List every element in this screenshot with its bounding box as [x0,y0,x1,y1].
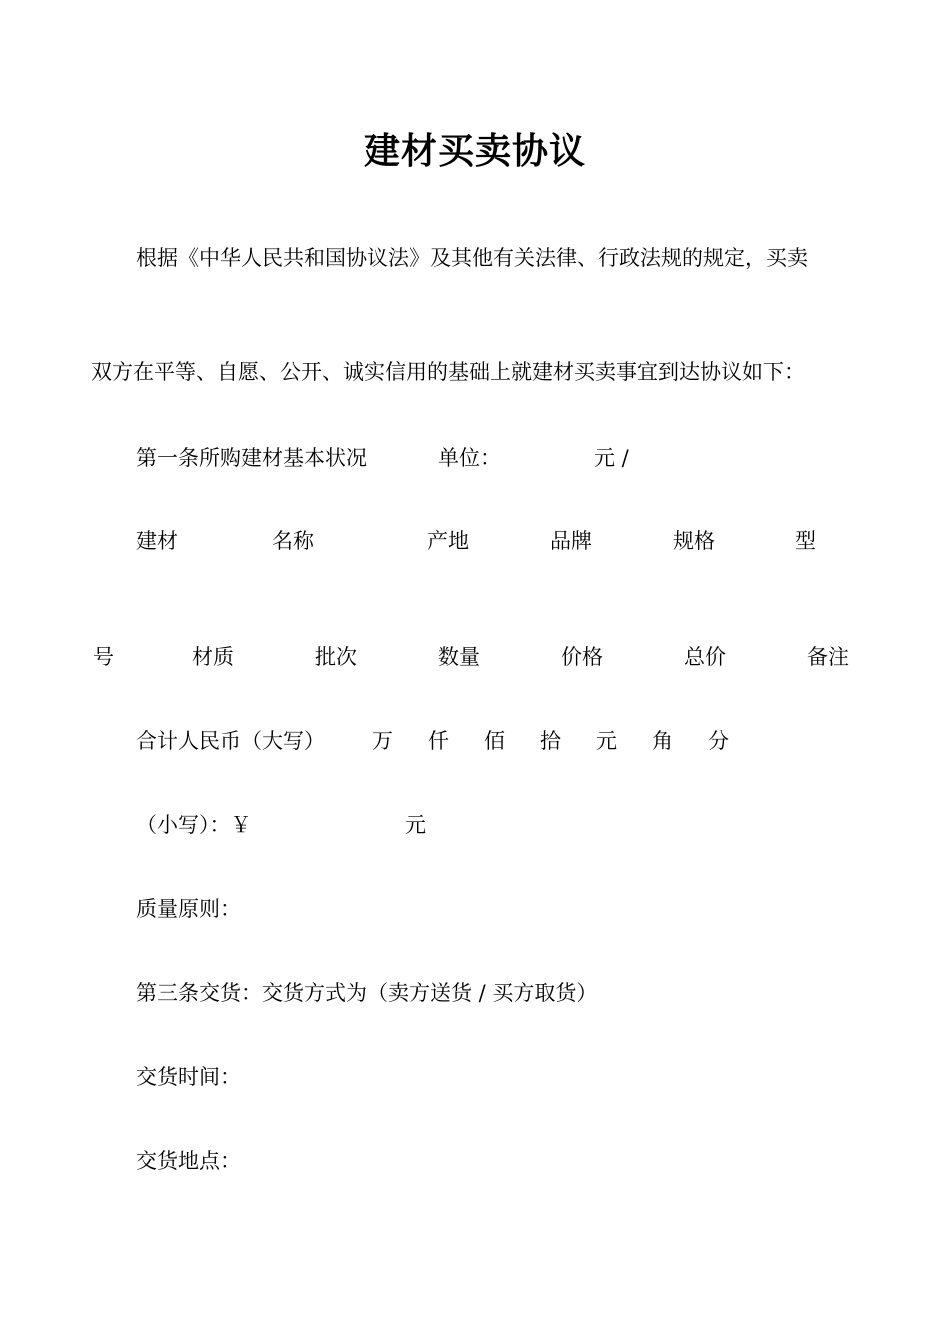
delivery-time: 交货时间： [136,1065,241,1089]
delivery-place: 交货地点： [136,1149,241,1173]
table-header-cell: 建材 [136,529,178,553]
table-header-cell: 品牌 [550,529,592,553]
table-header-cell: 总价 [684,645,726,669]
table-header-cell: 产地 [427,529,469,553]
unit-value: 元 / [594,446,629,470]
table-header-cell: 价格 [561,645,603,669]
amount-unit: 仟 [428,729,449,753]
amount-unit: 佰 [484,729,505,753]
amount-unit: 万 [372,729,393,753]
table-header-cell: 数量 [438,645,480,669]
document-title: 建材买卖协议 [363,130,586,172]
table-header-cell: 材质 [192,645,234,669]
table-header-cell: 号 [93,645,114,669]
table-header-cell: 型 [795,529,816,553]
article3-heading: 第三条交货：交货方式为（卖方送货 / 买方取货） [136,981,598,1005]
total-small-unit: 元 [405,813,426,837]
article1-heading: 第一条所购建材基本状况 [136,446,367,470]
table-header-cell: 名称 [272,529,314,553]
unit-label: 单位： [438,446,501,470]
intro-line-1: 根据《中华人民共和国协议法》及其他有关法律、行政法规的规定，买卖 [136,246,808,270]
amount-unit: 拾 [540,729,561,753]
amount-unit: 分 [708,729,729,753]
amount-unit: 角 [652,729,673,753]
table-header-cell: 批次 [315,645,357,669]
amount-unit: 元 [596,729,617,753]
quality-standard: 质量原则： [136,897,241,921]
total-label: 合计人民币（大写） [136,729,325,753]
table-header-cell: 备注 [807,645,849,669]
total-small-label: （小写）：￥ [136,813,252,837]
intro-line-2: 双方在平等、自愿、公开、诚实信用的基础上就建材买卖事宜到达协议如下： [91,360,805,384]
table-header-cell: 规格 [673,529,715,553]
